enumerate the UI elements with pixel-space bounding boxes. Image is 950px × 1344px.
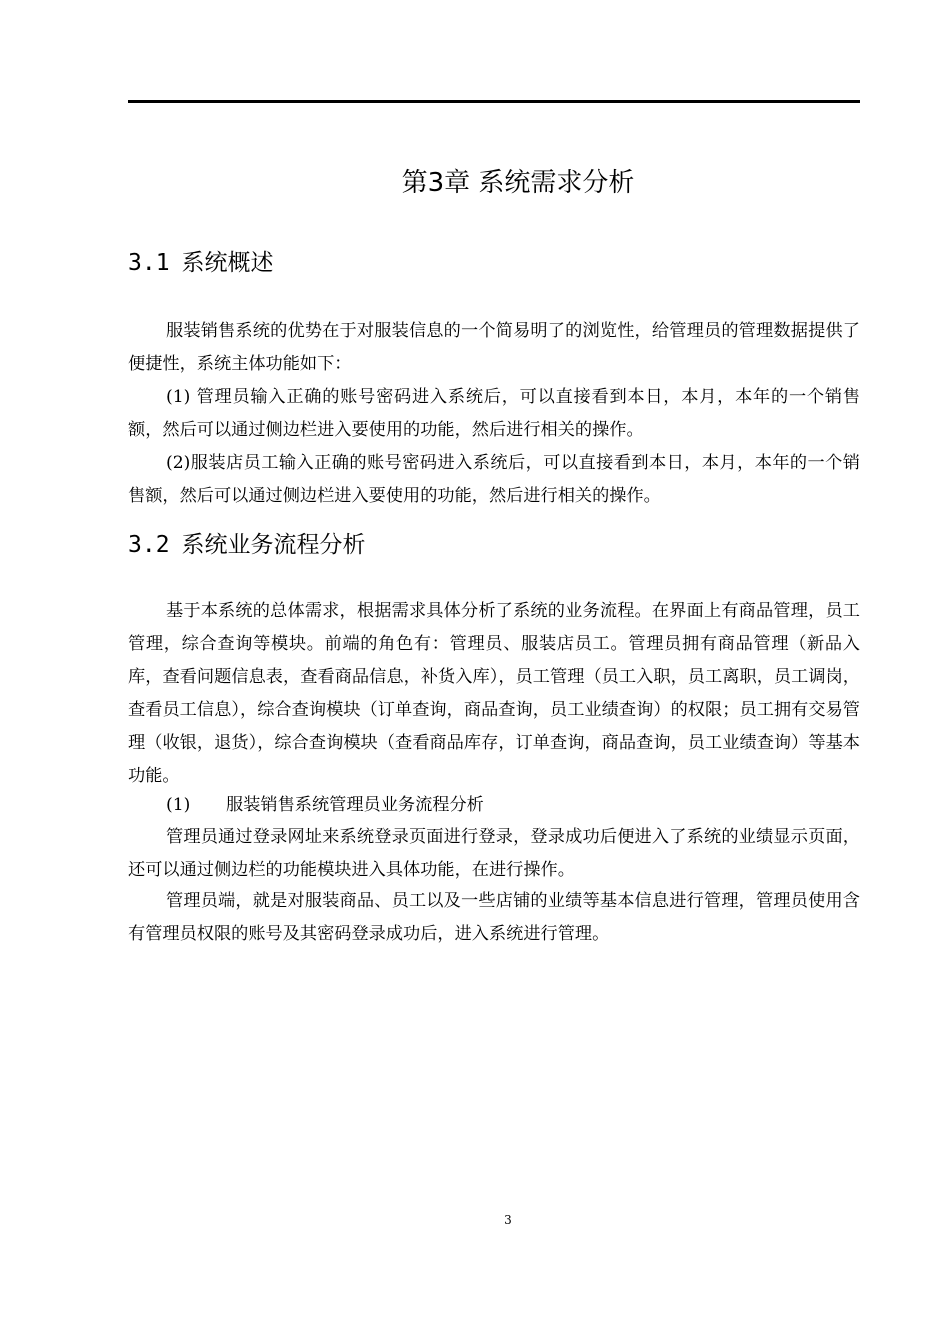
paragraph: (1) 管理员输入正确的账号密码进入系统后，可以直接看到本日，本月，本年的一个销售额，然后可以通过侧边栏进入要使用的功能，然后进行相关的操作。 [128, 387, 860, 440]
paragraph: 基于本系统的总体需求，根据需求具体分析了系统的业务流程。在界面上有商品管理，员工管理，综合查询等模块。前端的角色有：管理员、服装店员工。管理员拥有商品管理（新品入库，查看问题信息表，查看商品信息，补货入库），员工管理（员工入职，员工离职，员工调岗，查看员工信息），综合查询模块（订单查询，商品查询，员工业绩查询）的权限；员工拥有交易管理（收银，退货），综合查询模块（查看商品库存，订单查询，商品查询，员工业绩查询）等基本功能。 [128, 601, 860, 786]
chapter-title: 第3章 系统需求分析 [401, 168, 635, 198]
paragraph: 管理员通过登录网址来系统登录页面进行登录，登录成功后便进入了系统的业绩显示页面，还可以通过侧边栏的功能模块进入具体功能，在进行操作。 [128, 827, 860, 880]
paragraph: 服装销售系统的优势在于对服装信息的一个简易明了的浏览性，给管理员的管理数据提供了便捷性，系统主体功能如下： [128, 321, 860, 374]
page-number: 3 [504, 1213, 512, 1227]
section-number: 3.1 [128, 250, 170, 276]
section-heading-3-1 [128, 247, 274, 279]
paragraph: 管理员端，就是对服装商品、员工以及一些店铺的业绩等基本信息进行管理，管理员使用含有管理员权限的账号及其密码登录成功后，进入系统进行管理。 [128, 891, 860, 944]
item-label: 服装销售系统管理员业务流程分析 [226, 795, 484, 815]
section-number: 3.2 [128, 532, 170, 558]
list-item [128, 789, 860, 822]
item-number: (1) [166, 795, 191, 815]
section-title: 系统业务流程分析 [181, 532, 366, 558]
header-rule [128, 100, 860, 103]
paragraph: (2)服装店员工输入正确的账号密码进入系统后，可以直接看到本日，本月，本年的一个销售额，然后可以通过侧边栏进入要使用的功能，然后进行相关的操作。 [128, 453, 860, 506]
section-title: 系统概述 [181, 250, 274, 276]
section-heading-3-2 [128, 529, 366, 561]
